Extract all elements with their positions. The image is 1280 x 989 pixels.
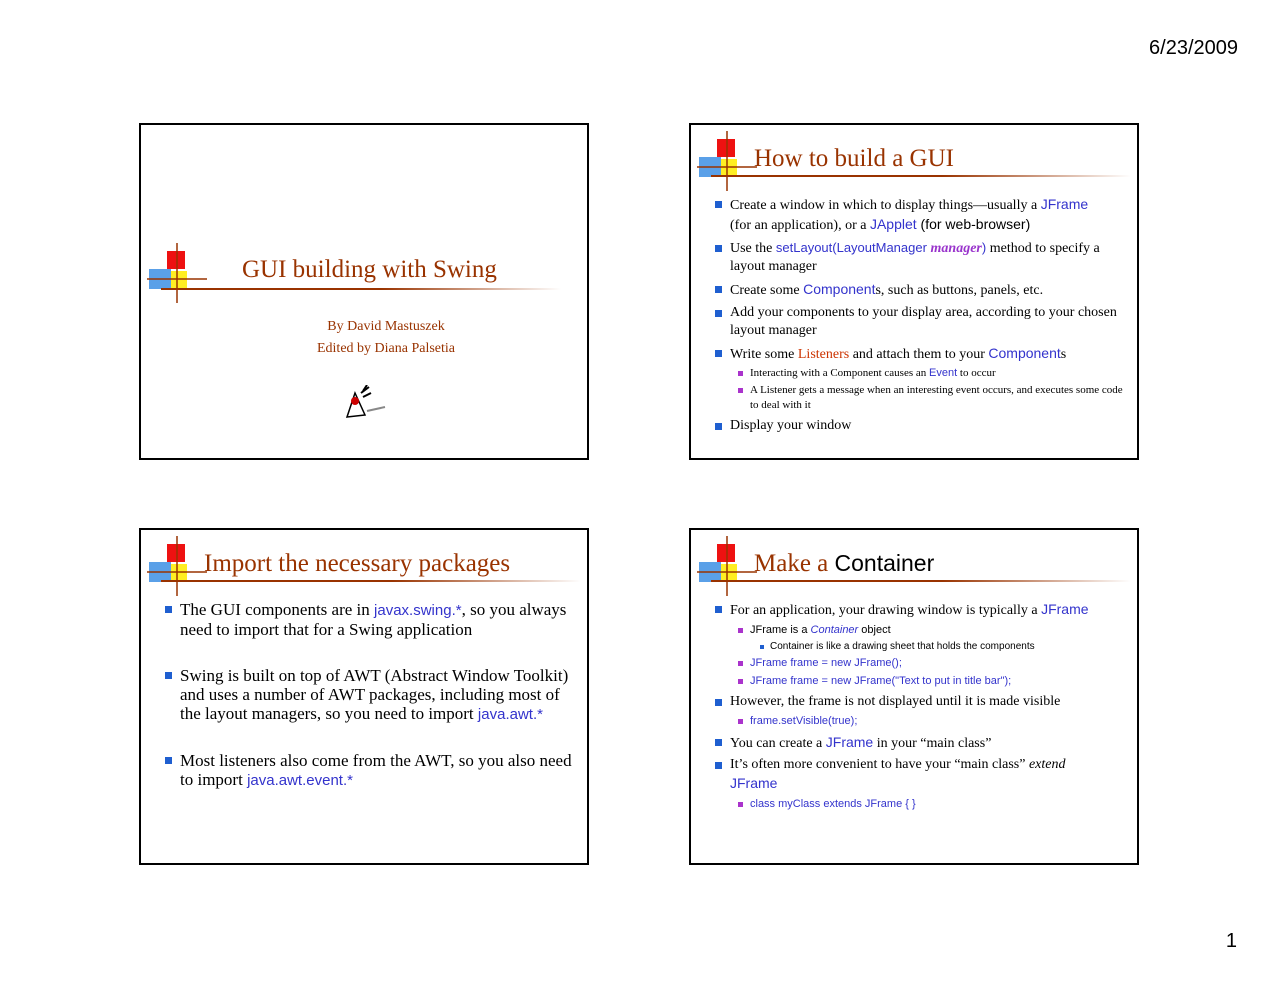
list-item: JFrame frame = new JFrame(); [750,654,1130,672]
slide-title-text: How to build a GUI [754,145,954,172]
title-underline [711,175,1131,177]
list-item: For an application, your drawing window is typically a JFrame JFrame is a Container object Container is like a drawing sheet that holds the components JFrame frame = new JFrame(); JFrame frame = new JFrame("Text to put in title bar"); [730,600,1130,690]
title-underline [711,580,1131,582]
author-line: By David Mastuszek [327,319,445,334]
list-item: Write some Listeners and attach them to your Components Interacting with a Component causes an Event to occur A Listener gets a message when an interesting event occurs, and executes some code to deal with it [730,344,1130,413]
list-item: JFrame is a Container object Container is like a drawing sheet that holds the components [750,621,1130,654]
list-item: Interacting with a Component causes an Event to occur [750,366,1130,381]
slide-decoration-icon [697,131,757,191]
slide-title-text: Make a Container [754,550,935,577]
list-item: Create some Components, such as buttons, panels, etc. [730,280,1130,300]
list-item: JFrame frame = new JFrame("Text to put in title bar"); [750,672,1130,690]
slide-import-packages [139,528,589,865]
title-underline [161,580,581,582]
slide-decoration-icon [697,536,757,596]
list-item: Create a window in which to display things—usually a JFrame (for an application), or a JApplet (for web-browser) [730,195,1130,235]
list-item: Add your components to your display area, according to your chosen layout manager [730,304,1130,340]
editor-line: Edited by Diana Palsetia [316,341,456,356]
list-item: Most listeners also come from the AWT, so you also need to import java.awt.event.* [180,751,580,790]
slide-title [139,123,589,460]
title-underline [161,288,561,290]
list-item: frame.setVisible(true); [750,712,1130,730]
page-number: 1 [1225,930,1237,952]
slide-decoration-icon [147,536,207,596]
page-date: 6/23/2009 [1149,37,1238,59]
list-item: However, the frame is not displayed until it is made visible frame.setVisible(true); [730,693,1130,730]
list-item: Display your window [730,417,1130,435]
slide-how-to-build [689,123,1139,460]
list-item: Container is like a drawing sheet that holds the components [770,639,1130,654]
slide-decoration-icon [147,243,207,303]
slide-title-text: Import the necessary packages [204,550,511,577]
list-item: Swing is built on top of AWT (Abstract Window Toolkit) and uses a number of AWT packages, including most of the layout managers, so you need to import java.awt.* [180,666,580,724]
list-item: class myClass extends JFrame { } [750,795,1130,813]
slide-title-text: GUI building with Swing [242,256,497,283]
list-item: Use the setLayout(LayoutManager manager) method to specify a layout manager [730,239,1130,276]
list-item: You can create a JFrame in your “main class” [730,733,1130,753]
java-duke-icon [341,385,391,421]
list-item: A Listener gets a message when an interesting event occurs, and executes some code to deal with it [750,383,1130,413]
list-item: The GUI components are in javax.swing.*, so you always need to import that for a Swing application [180,600,580,639]
slide-make-container [689,528,1139,865]
list-item: It’s often more convenient to have your “main class” extend JFrame class myClass extends JFrame { } [730,756,1130,813]
